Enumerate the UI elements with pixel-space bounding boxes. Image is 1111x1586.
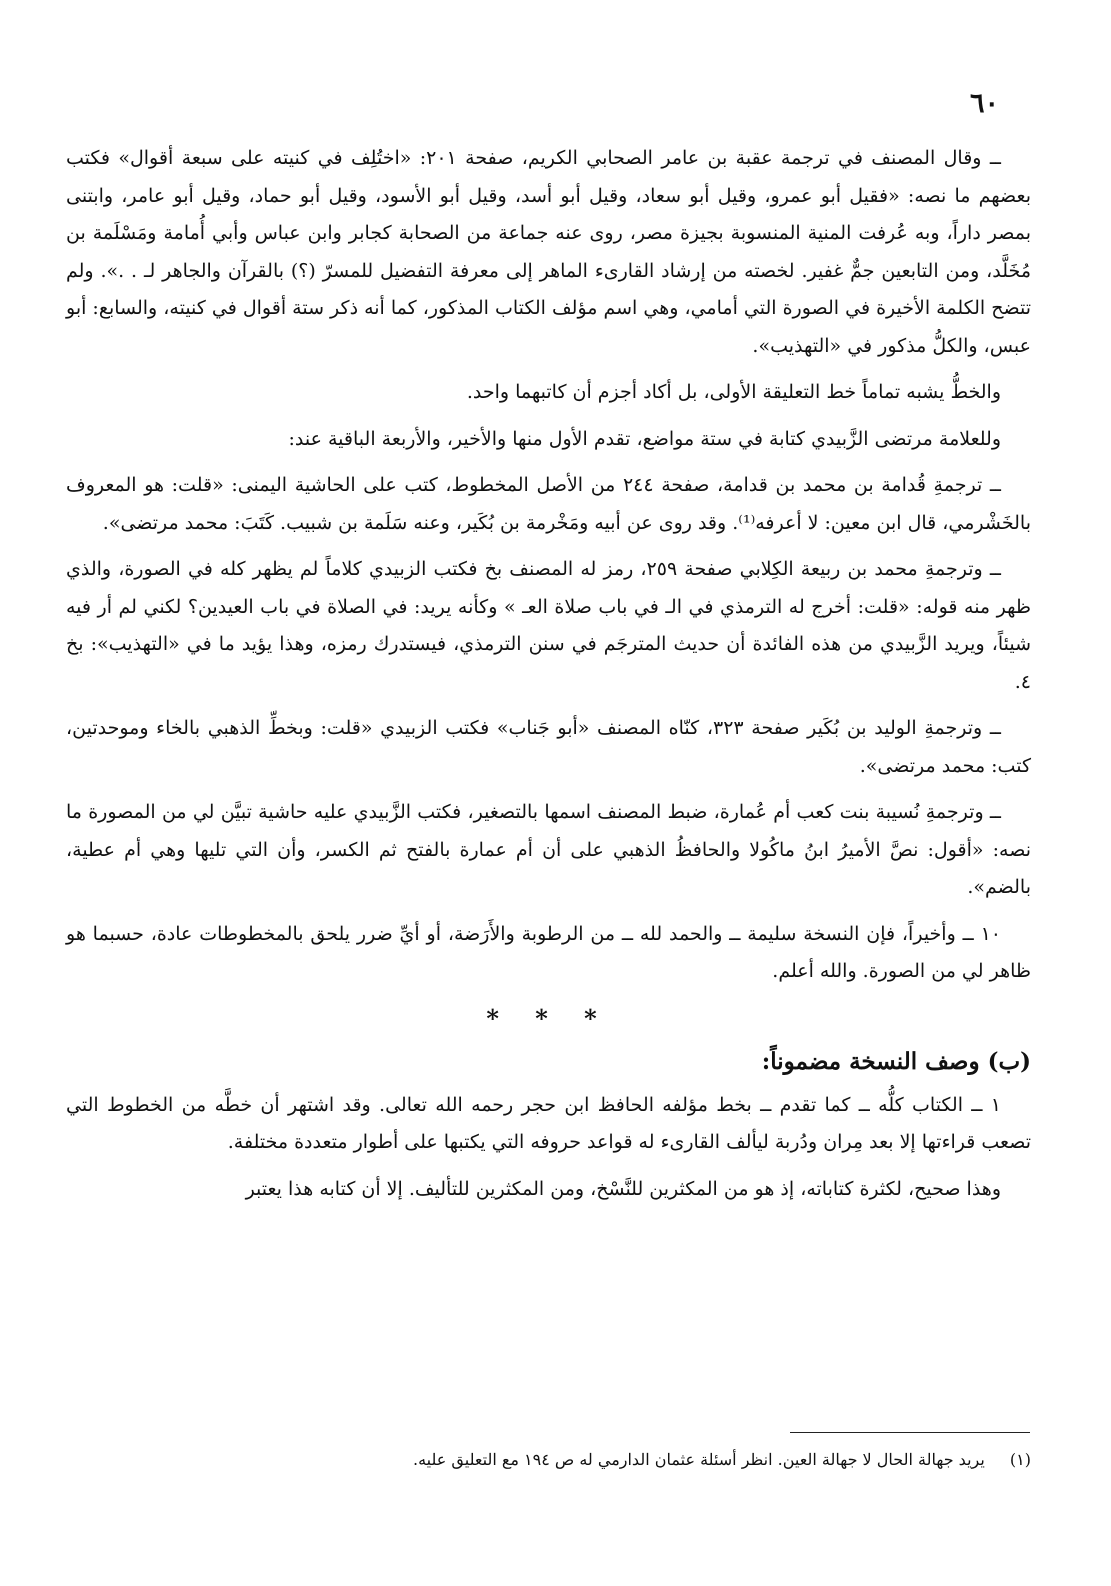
section-separator: * * *: [486, 1003, 611, 1033]
paragraph-uqba: ــ وقال المصنف في ترجمة عقبة بن عامر الصحابي الكريم، صفحة ٢٠١: «اختُلِف في كنيته على سبعة أقوال» فكتب بعضهم ما نصه: «فقيل أبو عمرو، وقيل أبو سعاد، وقيل أبو أسد، وقيل أبو الأسود، وقيل أبو حماد، وقيل أبو عامر، وابتنى بمصر داراً، وبه عُرفت المنية المنسوبة بجيزة مصر، روى عنه جماعة من الصحابة كجابر وابن عباس وأبي أُمامة ومَسْلَمة بن مُخَلَّد، ومن التابعين جمٌّ غفير. لخصته من إرشاد القارىء الماهر إلى معرفة التفضيل للمسرّ (؟) بالقرآن والجاهر لـ . .». ولم تتضح الكلمة الأخيرة في الصورة التي أمامي، وهي اسم مؤلف الكتاب المذكور، كما أنه ذكر ستة أقوال في كنيته، والسابع: أبو عبس، والكلُّ مذكور في «التهذيب».: [66, 147, 1031, 357]
paragraph-section-1: ١ ــ الكتاب كلُّه ــ كما تقدم ــ بخط مؤلفه الحافظ ابن حجر رحمه الله تعالى. وقد اشتهر أن خطَّه من الخطوط التي تصعب قراءتها إلا بعد مِران ودُربة ليألف القارىء له قواعد حروفه التي يكتبها على أطوار متعددة مختلفة.: [66, 1093, 1031, 1153]
paragraph-condition: ١٠ ــ وأخيراً، فإن النسخة سليمة ــ والحمد لله ــ من الرطوبة والأَرَضة، أو أيِّ ضرر يلحق بالمخطوطات عادة، حسبما هو ظاهر لي من الصورة. والله أعلم.: [66, 922, 1031, 982]
section-heading: (ب) وصف النسخة مضموناً:: [761, 1048, 1031, 1075]
footnote-marker: (١): [1009, 1450, 1031, 1469]
body-text: [66, 140, 1031, 1217]
paragraph-nusayba: ــ وترجمةِ نُسيبة بنت كعب أم عُمارة، ضبط المصنف اسمها بالتصغير، فكتب الزَّبيدي عليه حاشية تبيَّن لي من المصورة ما نصه: «أقول: نصَّ الأميرُ ابنُ ماكُولا والحافظُ الذهبي على أن أم عمارة بالفتح ثم الكسر، وأن التي تليها وهي أم عطية، بالضم».: [66, 801, 1031, 898]
footnote-text: يريد جهالة الحال لا جهالة العين. انظر أسئلة عثمان الدارمي له ص ١٩٤ مع التعليق عليه.: [413, 1450, 985, 1469]
paragraph-walid: ــ وترجمةِ الوليد بن بُكَير صفحة ٣٢٣، كنّاه المصنف «أبو جَناب» فكتب الزبيدي «قلت: وبخطِّ الذهبي بالخاء وموحدتين، كتب: محمد مرتضى».: [66, 717, 1031, 777]
paragraph-handwriting: والخطُّ يشبه تماماً خط التعليقة الأولى، بل أكاد أجزم أن كاتبهما واحد.: [466, 381, 1001, 403]
footnote-divider: [790, 1432, 1030, 1433]
paragraph-qudama: ــ ترجمةِ قُدامة بن محمد بن قدامة، صفحة ٢٤٤ من الأصل المخطوط، كتب على الحاشية اليمنى: «قلت: هو المعروف بالخَشْرمي، قال ابن معين: لا أعرفه⁽¹⁾. وقد روى عن أبيه ومَخْرمة بن بُكَير، وعنه سَلَمة بن شبيب. كَتَبَ: محمد مرتضى».: [66, 474, 1031, 534]
footnote: [66, 1448, 1031, 1472]
paragraph-kilabi: ــ وترجمةِ محمد بن ربيعة الكِلابي صفحة ٢٥٩، رمز له المصنف بخ فكتب الزبيدي كلاماً لم يظهر كله في الصورة، والذي ظهر منه قوله: «قلت: أخرج له الترمذي في الـ في باب صلاة العـ » وكأنه يريد: في الصلاة في باب العيدين؟ لكني لم أر فيه شيئاً، ويريد الزَّبيدي من هذه الفائدة أن حديث المترجَم في سنن الترمذي، فيستدرك رمزه، وهذا يؤيد ما في «التهذيب»: بخ ٤.: [66, 558, 1031, 693]
page-number: ٦٠: [970, 88, 1000, 119]
paragraph-zabidi: وللعلامة مرتضى الزَّبيدي كتابة في ستة مواضع، تقدم الأول منها والأخير، والأربعة الباقية عند:: [288, 427, 1001, 450]
paragraph-section-2: وهذا صحيح، لكثرة كتاباته، إذ هو من المكثرين للنَّسْخ، ومن المكثرين للتأليف. إلا أن كتابه هذا يعتبر: [245, 1177, 1001, 1200]
